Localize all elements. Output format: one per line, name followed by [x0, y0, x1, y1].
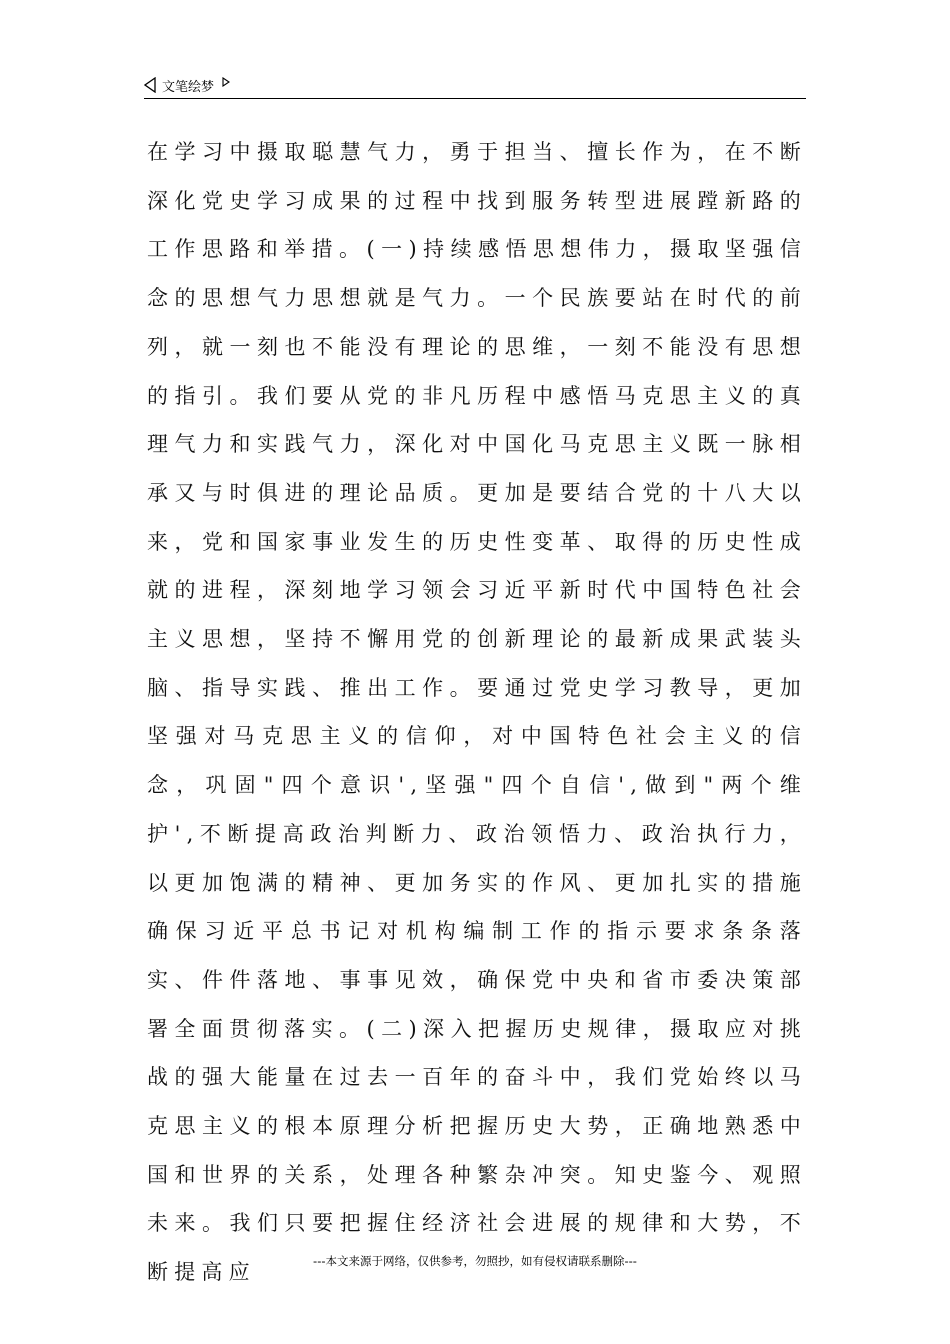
footer-notice: ---本文来源于网络，仅供参考，勿照抄，如有侵权请联系删除--- — [313, 1254, 637, 1268]
body-paragraph: 在学习中摄取聪慧气力，勇于担当、擅长作为，在不断深化党史学习成果的过程中找到服务转型进展蹚新路的工作思路和举措。(一)持续感悟思想伟力，摄取坚强信念的思想气力思想就是气力。一个民族要站在时代的前列，就一刻也不能没有理论的思维，一刻不能没有思想的指引。我们要从党的非凡历程中感悟马克思主义的真理气力和实践气力，深化对中国化马克思主义既一脉相承又与时俱进的理论品质。更加是要结合党的十八大以来，党和国家事业发生的历史性变革、取得的历史性成就的进程，深刻地学习领会习近平新时代中国特色社会主义思想，坚持不懈用党的创新理论的最新成果武装头脑、指导实践、推出工作。要通过党史学习教导，更加坚强对马克思主义的信仰，对中国特色社会主义的信念，巩固"四个意识',坚强"四个自信',做到"两个维护',不断提高政治判断力、政治领悟力、政治执行力，以更加饱满的精神、更加务实的作风、更加扎实的措施确保习近平总书记对机构编制工作的指示要求条条落实、件件落地、事事见效，确保党中央和省市委决策部署全面贯彻落实。(二)深入把握历史规律，摄取应对挑战的强大能量在过去一百年的奋斗中，我们党始终以马克思主义的根本原理分析把握历史大势，正确地熟悉中国和世界的关系，处理各种繁杂冲突。知史鉴今、观照未来。我们只要把握住经济社会进展的规律和大势，不断提高应 — [147, 140, 807, 1285]
header-title: 文笔绘梦 — [162, 79, 215, 95]
triangle-right-icon — [222, 77, 230, 87]
page-header — [144, 74, 806, 99]
header-bar — [144, 74, 806, 96]
triangle-left-icon — [144, 77, 156, 93]
